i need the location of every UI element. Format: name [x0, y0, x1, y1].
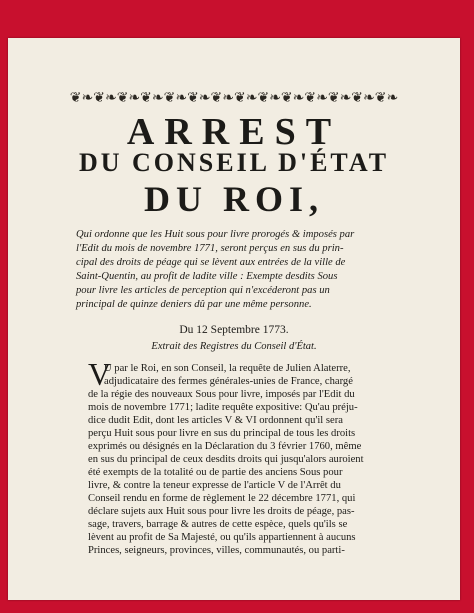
title-arrest: ARREST — [126, 111, 342, 153]
body-line: été exempts de la totalité ou de partie des anciens Sous pour — [88, 467, 343, 478]
body-line: en sus du principal de ceux desdits droits qui jusqu'alors auroient — [88, 454, 364, 465]
body-line: livre, & contre la teneur expresse de l'article V de l'Arrêt du — [88, 480, 341, 491]
ornament-border: ❦❧❦❧❦❧❦❧❦❧❦❧❦❧❦❧❦❧❦❧❦❧❦❧❦❧❦❧ — [69, 90, 399, 106]
title-conseil: DU CONSEIL D'ÉTAT — [78, 148, 390, 177]
summary-line: pour livre les articles de perception qui n'excéderont pas un — [76, 285, 330, 296]
body-line: exprimés ou désignés en la Déclaration du 3 février 1760, même — [88, 441, 362, 452]
body-line: perçu Huit sous pour livre en sus du principal de tous les droits — [88, 428, 356, 439]
body-line: adjudicataire des fermes générales-unies de France, chargé — [104, 376, 353, 387]
summary-paragraph — [76, 228, 426, 312]
summary-line: Qui ordonne que les Huit sous pour livre prorogés & imposés par — [76, 229, 355, 240]
body-line: lèvent au profit de Sa Majesté, ou qu'ils appartiennent à aucuns — [88, 532, 356, 543]
summary-line: l'Edit du mois de novembre 1771, seront perçus en sus du prin- — [76, 243, 344, 254]
summary-line: cipal des droits de péage qui se lèvent aux entrées de la ville de — [76, 257, 346, 268]
body-line: Princes, seigneurs, provinces, villes, communautés, ou parti- — [88, 545, 345, 556]
body-line: sage, travers, barrage & autres de cette espèce, quels qu'ils se — [88, 519, 348, 530]
body-line: dice dudit Edit, dont les articles V & VI ordonnent qu'il sera — [88, 415, 343, 426]
extract-line: Extrait des Registres du Conseil d'État. — [151, 341, 317, 352]
title-roi: DU ROI, — [143, 179, 324, 219]
body-line: mois de novembre 1771; ladite requête expositive: Qu'au préju- — [88, 402, 358, 413]
body-line: déclare sujets aux Huit sous pour livre les droits de péage, pas- — [88, 506, 355, 517]
date-line: Du 12 Septembre 1773. — [179, 324, 289, 336]
body-line: Conseil rendu en forme de règlement le 22 décembre 1771, qui — [88, 493, 356, 504]
summary-line: principal de quinze deniers dû par une même personne. — [76, 299, 312, 310]
body-line: de la régie des nouveaux Sous pour livre, imposés par l'Edit du — [88, 389, 355, 400]
document-page — [8, 38, 460, 600]
body-text — [88, 362, 418, 557]
summary-line: Saint-Quentin, au profit de ladite ville : Exempte desdits Sous — [76, 271, 338, 282]
drop-cap: V — [88, 356, 112, 392]
body-line: U par le Roi, en son Conseil, la requête de Julien Alaterre, — [104, 363, 351, 374]
